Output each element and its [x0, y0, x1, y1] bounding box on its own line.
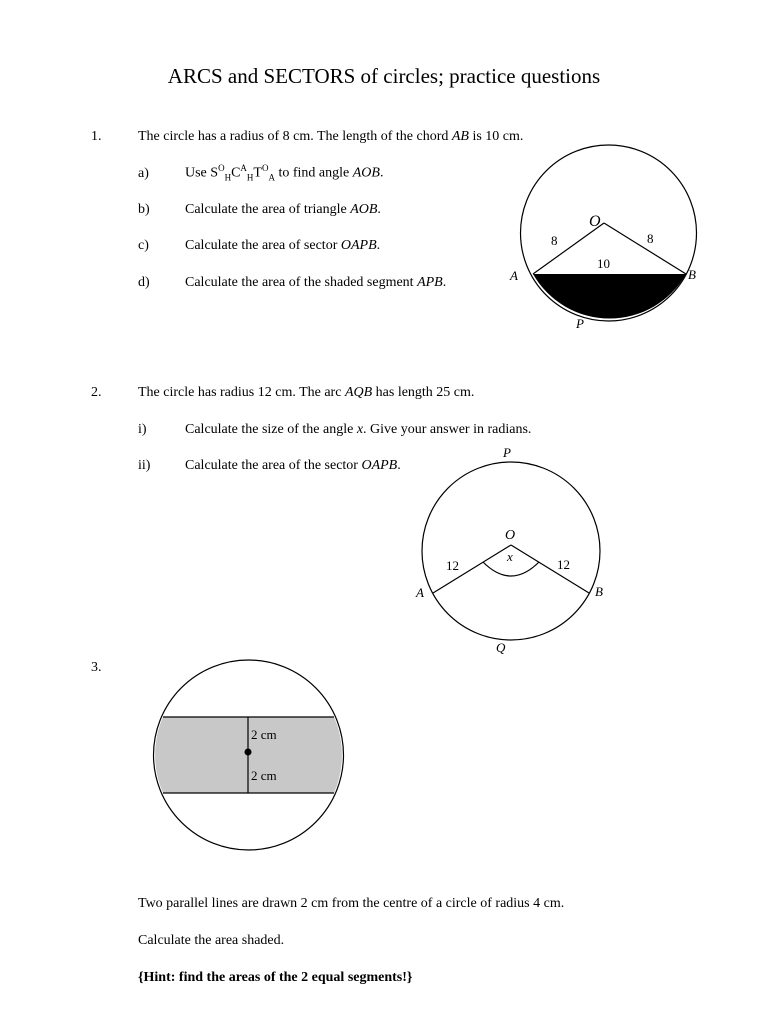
q1d-text: Calculate the area of the shaded segment APB. [185, 275, 447, 290]
q3-number: 3. [91, 660, 102, 675]
q1-radius-oa [533, 223, 604, 274]
q2-angle-arc [483, 562, 539, 576]
q2i-text: Calculate the size of the angle x. Give your answer in radians. [185, 422, 532, 437]
q2-label-oa: 12 [446, 558, 459, 573]
q3-label-upper: 2 cm [251, 727, 277, 742]
q3-instruction: Calculate the area shaded. [138, 933, 285, 948]
q2-label-o: O [505, 528, 516, 543]
q2-label-q: Q [496, 640, 506, 655]
q1-label-b: B [688, 267, 696, 282]
q2-label-ob: 12 [557, 557, 570, 572]
q1b-label: b) [138, 202, 150, 217]
q2-radius-oa [433, 545, 511, 593]
q2-label-b: B [595, 584, 603, 599]
q3-label-lower: 2 cm [251, 768, 277, 783]
q1-number: 1. [91, 129, 102, 144]
q1-statement: The circle has a radius of 8 cm. The length of the chord AB is 10 cm. [138, 129, 524, 144]
q1-label-ob: 8 [647, 231, 654, 246]
q1a-label: a) [138, 166, 149, 181]
q1d-label: d) [138, 275, 150, 290]
q1-label-a: A [510, 268, 518, 283]
q2ii-label: ii) [138, 458, 151, 473]
q1a-text: Use $S^O_HC^A_HT^O_A$ to find angle AOB. [185, 163, 384, 183]
q2ii-text: Calculate the area of the sector OAPB. [185, 458, 401, 473]
q1-label-oa: 8 [551, 233, 558, 248]
q1-radius-ob [604, 223, 686, 274]
q1-label-p: P [576, 316, 584, 331]
q2-statement: The circle has radius 12 cm. The arc AQB has length 25 cm. [138, 385, 475, 400]
q2-label-p: P [503, 445, 511, 460]
q2i-label: i) [138, 422, 147, 437]
q1-label-o: O [589, 213, 601, 230]
q1-label-ab: 10 [597, 256, 610, 271]
q3-statement: Two parallel lines are drawn 2 cm from the centre of a circle of radius 4 cm. [138, 896, 565, 911]
q1b-text: Calculate the area of triangle AOB. [185, 202, 381, 217]
q1-shaded-segment [533, 274, 686, 319]
q2-diagram [415, 445, 603, 655]
q3-diagram [154, 660, 344, 850]
q1-diagram [509, 145, 697, 331]
q2-label-x: x [507, 549, 513, 564]
q2-label-a: A [416, 585, 424, 600]
q2-radius-ob [511, 545, 589, 593]
q3-hint: {Hint: find the areas of the 2 equal segments!} [138, 970, 413, 985]
page-title: ARCS and SECTORS of circles; practice questions [167, 64, 601, 88]
q1c-text: Calculate the area of sector OAPB. [185, 238, 381, 253]
q2-number: 2. [91, 385, 102, 400]
q1c-label: c) [138, 238, 149, 253]
q3-centre-dot [245, 749, 252, 756]
